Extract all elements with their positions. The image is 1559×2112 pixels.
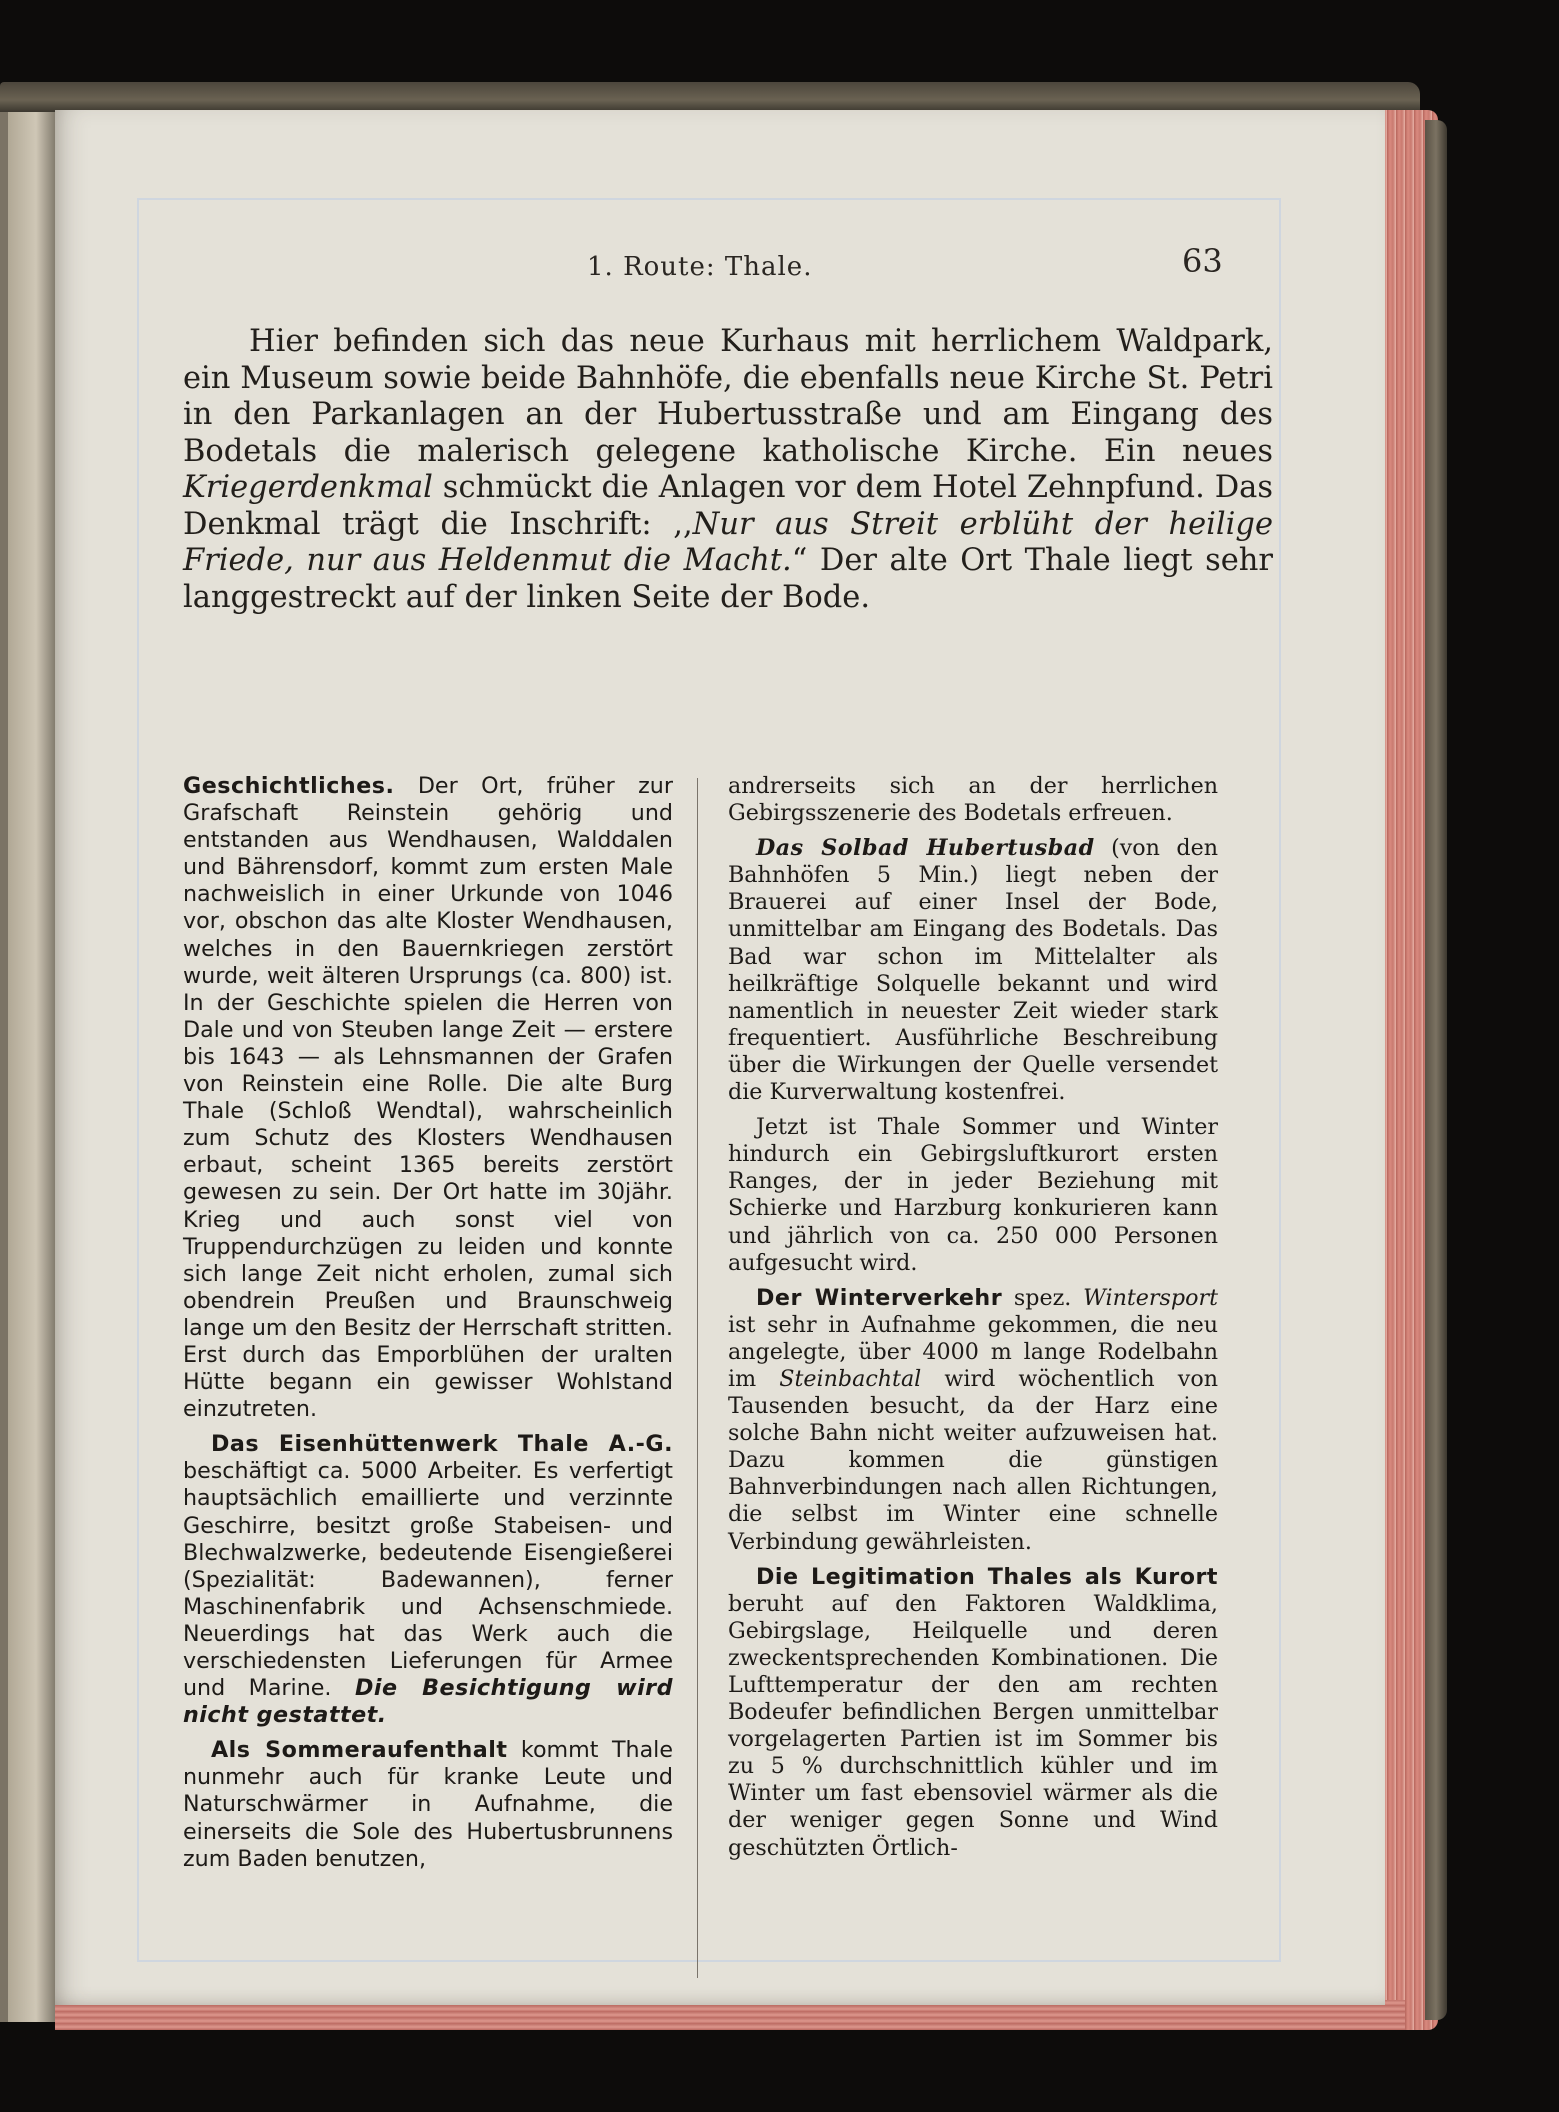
italic-besichtigung: Die Besichtigung wird nicht gestattet. [183,1675,673,1729]
heading-eisenhuettenwerk: Das Eisenhüttenwerk Thale A.-G. [211,1431,673,1458]
italic-solbad: Das Solbad Hubertusbad [756,835,1095,862]
paragraph-gebirgsluftkurort: Jetzt ist Thale Sommer und Winter hindurch ein Gebirgsluftkurort ersten Ranges, der in jeder Beziehung mit Schierke und Harzburg konkurieren kann und jährlich von ca. 250 000 Personen aufgesucht wird. [728,1114,1218,1276]
text-eisenhuettenwerk: beschäftigt ca. 5000 Arbeiter. Es verfertigt hauptsächlich emaillierte und verzinnte Geschirre, besitzt große Stabeisen- und Blechwalzwerke, bedeutende Eisengießerei (Spezialität: Badewannen), ferner Maschinenfabrik und Achsenschmiede. Neuerdings hat das Werk auch die verschiedensten Lieferungen für Armee und Marine. [183,1458,673,1702]
paragraph-eisenhuettenwerk [183,1431,673,1729]
text-winterverkehr-2: ist sehr in Aufnahme gekommen, die neu angelegte, über 4000 m lange Rodelbahn im [728,1311,1218,1392]
text-geschichtliches: Der Ort, früher zur Grafschaft Reinstein gehörig und entstanden aus Wendhausen, Walddalen und Bährensdorf, kommt zum ersten Male nachweislich in einer Urkunde von 1046 vor, obschon das alte Kloster Wendhausen, welches in den Bauernkriegen zerstört wurde, weit älteren Ursprungs (ca. 800) ist. In der Geschichte spielen die Herren von Dale und von Steuben lange Zeit — erstere bis 1643 — als Lehnsmannen der Grafen von Reinstein eine Rolle. Die alte Burg Thale (Schloß Wendtal), wahrscheinlich zum Schutz des Klosters Wendhausen erbaut, scheint 1365 bereits zerstört gewesen zu sein. Der Ort hatte im 30jähr. Krieg und auch sonst viel von Truppendurchzügen zu leiden und konnte sich lange Zeit nicht erholen, zumal sich obendrein Preußen und Braunschweig lange um den Besitz der Herrschaft stritten. Erst durch das Emporblühen der uralten Hütte begann ein gewisser Wohlstand einzutreten. [183,773,673,1423]
page-number: 63 [1182,242,1223,280]
lead-italic-kriegerdenkmal: Kriegerdenkmal [183,470,433,505]
book-cover-right [1425,120,1447,2020]
paragraph-sommeraufenthalt [183,1737,673,1872]
heading-legitimation: Die Legitimation Thales als Kurort [756,1563,1218,1590]
paragraph-continuation: andrerseits sich an der herrlichen Gebirgsszenerie des Bodetals erfreuen. [728,773,1218,827]
italic-wintersport: Wintersport [1083,1284,1218,1311]
right-column [728,773,1218,1870]
left-page-edge [0,92,60,2022]
heading-geschichtliches: Geschichtliches. [183,773,395,799]
text-winterverkehr-3: wird wöchentlich von Tausenden besucht, da der Harz eine solche Bahn nicht weiter aufzuweisen hat. Dazu kommen die günstigen Bahnverbindungen nach allen Richtungen, die selbst im Winter eine schnelle Verbindung gewährleisten. [728,1365,1218,1555]
paragraph-winterverkehr [728,1285,1218,1556]
lead-italic-inscription: Nur aus Streit erblüht der heilige Friede, nur aus Heldenmut die Macht. [183,506,1273,578]
book-cover-top [0,82,1420,112]
text-winterverkehr-1: spez. [1002,1284,1084,1311]
lead-text-1: Hier befinden sich das neue Kurhaus mit herrlichem Waldpark, ein Museum sowie beide Bahnhöfe, die ebenfalls neue Kirche St. Petri in den Parkanlagen an der Hubertusstraße und am Eingang des Bodetals die malerisch gelegene katholische Kirche. Ein neues [183,324,1273,469]
paragraph-geschichtliches [183,773,673,1423]
heading-sommeraufenthalt: Als Sommeraufenthalt [211,1737,508,1764]
heading-winterverkehr: Der Winterverkehr [756,1284,1003,1311]
route-title: 1. Route: Thale. [587,252,813,282]
paragraph-legitimation [728,1564,1218,1862]
text-sommeraufenthalt: kommt Thale nunmehr auch für kranke Leute und Naturschwärmer in Aufnahme, die einerseits die Sole des Hubertusbrunnens zum Baden benutzen, [183,1737,673,1872]
column-divider [697,778,698,1978]
left-page-shadow [0,92,8,2022]
left-column [183,773,673,1881]
lead-paragraph [183,324,1273,616]
text-legitimation: beruht auf den Faktoren Waldklima, Gebirgslage, Heilquelle und deren zweckentsprechenden Kombinationen. Die Lufttemperatur der den am rechten Bodeufer befindlichen Bergen unmittelbar vorgelagerten Partien ist im Sommer bis zu 5 % durchschnittlich kühler und im Winter um fast ebensoviel wärmer als die der weniger gegen Sonne und Wind geschützten Örtlich- [728,1590,1218,1861]
running-head [55,242,1385,292]
text-solbad: (von den Bahnhöfen 5 Min.) liegt neben der Brauerei auf einer Insel der Bode, unmittelbar am Eingang des Bodetals. Das Bad war schon im Mittelalter als heilkräftige Solquelle bekannt und wird namentlich in neuester Zeit wieder stark frequentiert. Ausführliche Beschreibung über die Wirkungen der Quelle versendet die Kurverwaltung kostenfrei. [728,835,1218,1106]
lead-text-3: “ Der alte Ort Thale liegt sehr langgestreckt auf der linken Seite der Bode. [183,543,1274,615]
lead-text-2: schmückt die Anlagen vor dem Hotel Zehnpfund. Das Denkmal trägt die Inschrift: ,, [183,470,1273,542]
italic-steinbachtal: Steinbachtal [779,1365,922,1392]
paragraph-solbad [728,835,1218,1106]
book-page [55,110,1385,2005]
